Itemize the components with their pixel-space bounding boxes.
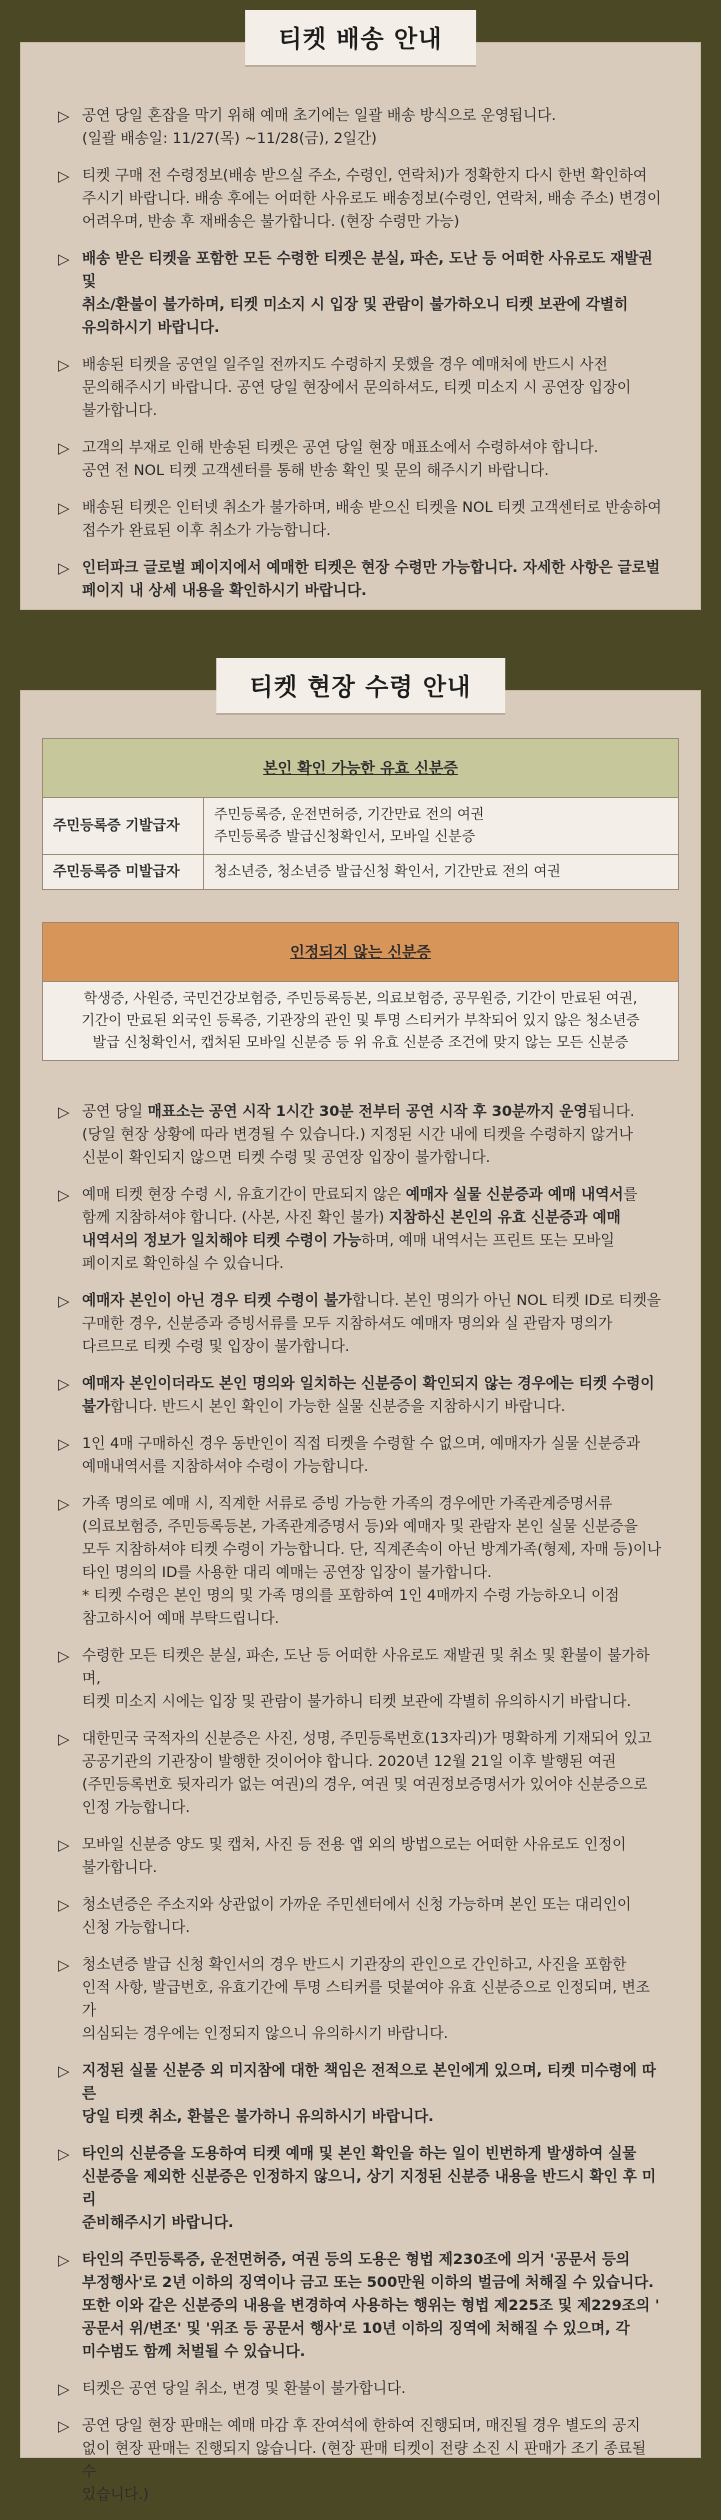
list-item: ▷ 고객의 부재로 인해 반송된 티켓은 공연 당일 현장 매표소에서 수령하셔야 합니다. 공연 전 NOL 티켓 고객센터를 통해 반송 확인 및 문의 해주시기 바랍니다.	[58, 439, 599, 479]
bullet-triangle-icon: ▷	[58, 1103, 70, 1121]
list-item: ▷ 공연 당일 혼잡을 막기 위해 예매 초기에는 일괄 배송 방식으로 운영됩니다. (일괄 배송일: 11/27(목) ~11/28(금), 2일간)	[58, 107, 556, 147]
bullet-triangle-icon: ▷	[58, 1836, 70, 1854]
list-item: ▷ 가족 명의로 예매 시, 직계한 서류로 증빙 가능한 가족의 경우에만 가족관계증명서류 (의료보험증, 주민등록등본, 가족관계증명서 등)와 예매자 및 관람자 본인 실물 신분증을 모두 지참하셔야 티켓 수령이 가능합니다. 단, 직계존속이 아닌 방계가족(형제, 자매 등)이나 타인 명의의 ID를 사용한 대리 예매는 공연장 입장이 불가합니다. * 티켓 수령은 본인 명의 및 가족 명의를 포함하여 1인 4매까지 수령 가능하오니 이점 참고하시어 예매 부탁드립니다.	[58, 1495, 662, 1627]
list-item: ▷ 지정된 실물 신분증 외 미지참에 대한 책임은 전적으로 본인에게 있으며, 티켓 미수령에 따른 당일 티켓 취소, 환불은 불가하니 유의하시기 바랍니다.	[58, 2062, 657, 2125]
onsite-title: 티켓 현장 수령 안내	[216, 658, 506, 713]
list-item: ▷ 공연 당일 현장 판매는 예매 마감 후 잔여석에 한하여 진행되며, 매진될 경우 별도의 공지 없이 현장 판매는 진행되지 않습니다. (현장 판매 티켓이 전량 소진 시 판매가 조기 종료될 수 있습니다.)	[58, 2417, 647, 2503]
bullet-triangle-icon: ▷	[58, 1647, 70, 1665]
delivery-bullets	[58, 104, 663, 616]
bullet-triangle-icon: ▷	[58, 1730, 70, 1748]
bullet-triangle-icon: ▷	[58, 559, 70, 577]
bullet-triangle-icon: ▷	[58, 2062, 70, 2080]
bullet-triangle-icon: ▷	[58, 1292, 70, 1310]
list-item: ▷ 티켓 구매 전 수령정보(배송 받으실 주소, 수령인, 연락처)가 정확한지 다시 한번 확인하여 주시기 바랍니다. 배송 후에는 어떠한 사유로도 배송정보(수령인, 연락처, 배송 주소) 변경이 어려우며, 반송 후 재배송은 불가합니다. (현장 수령만 가능)	[58, 167, 662, 230]
list-item: ▷ 예매 티켓 현장 수령 시, 유효기간이 만료되지 않은 예매자 실물 신분증과 예매 내역서를 함께 지참하셔야 합니다. (사본, 사진 확인 불가) 지참하신 본인의 유효 신분증과 예매 내역서의 정보가 일치해야 티켓 수령이 가능하며, 예매 내역서는 프린트 또는 모바일 페이지로 확인하실 수 있습니다.	[58, 1186, 638, 1272]
list-item: ▷ 공연 당일 매표소는 공연 시작 1시간 30분 전부터 공연 시작 후 30분까지 운영됩니다. (당일 현장 상황에 따라 변경될 수 있습니다.) 지정된 시간 내에 티켓을 수령하지 않거나 신분이 확인되지 않으면 티켓 수령 및 공연장 입장이 불가합니다.	[58, 1103, 635, 1166]
bullet-triangle-icon: ▷	[58, 1375, 70, 1393]
list-item: ▷ 예매자 본인이더라도 본인 명의와 일치하는 신분증이 확인되지 않는 경우에는 티켓 수령이 불가합니다. 반드시 본인 확인이 가능한 실물 신분증을 지참하시기 바랍니다.	[58, 1375, 655, 1415]
list-item: ▷ 수령한 모든 티켓은 분실, 파손, 도난 등 어떠한 사유로도 재발권 및 취소 및 환불이 불가하며, 티켓 미소지 시에는 입장 및 관람이 불가하니 티켓 보관에 각별히 유의하시기 바랍니다.	[58, 1647, 650, 1710]
delivery-panel	[20, 25, 701, 610]
list-item: ▷ 예매자 본인이 아닌 경우 티켓 수령이 불가합니다. 본인 명의가 아닌 NOL 티켓 ID로 티켓을 구매한 경우, 신분증과 증빙서류를 모두 지참하셔도 예매자 명의와 실 관람자 명의가 다르므로 티켓 수령 및 입장이 불가합니다.	[58, 1292, 661, 1355]
bullet-triangle-icon: ▷	[58, 107, 70, 125]
valid-id-header: 본인 확인 가능한 유효 신분증	[43, 739, 679, 798]
onsite-bullets	[58, 1100, 663, 2520]
bullet-triangle-icon: ▷	[58, 1186, 70, 1204]
bullet-triangle-icon: ▷	[58, 356, 70, 374]
bullet-triangle-icon: ▷	[58, 499, 70, 517]
table-row	[43, 855, 679, 890]
invalid-id-header: 인정되지 않는 신분증	[43, 923, 679, 982]
onsite-panel	[20, 673, 701, 2503]
row-label: 주민등록증 기발급자	[43, 798, 204, 855]
list-item: ▷ 대한민국 국적자의 신분증은 사진, 성명, 주민등록번호(13자리)가 명확하게 기재되어 있고 공공기관의 기관장이 발행한 것이어야 합니다. 2020년 12월 21일 이후 발행된 여권 (주민등록번호 뒷자리가 없는 여권)의 경우, 여권 및 여권정보증명서가 있어야 신분증으로 인정 가능합니다.	[58, 1730, 652, 1816]
list-item: ▷ 배송된 티켓을 공연일 일주일 전까지도 수령하지 못했을 경우 예매처에 반드시 사전 문의해주시기 바랍니다. 공연 당일 현장에서 문의하셔도, 티켓 미소지 시 공연장 입장이 불가합니다.	[58, 356, 632, 419]
bullet-triangle-icon: ▷	[58, 2251, 70, 2269]
bullet-triangle-icon: ▷	[58, 2417, 70, 2435]
list-item: ▷ 타인의 주민등록증, 운전면허증, 여권 등의 도용은 형법 제230조에 의거 '공문서 등의 부정행사'로 2년 이하의 징역이나 금고 또는 500만원 이하의 벌금에 처해질 수 있습니다. 또한 이와 같은 신분증의 내용을 변경하여 사용하는 행위는 형법 제225조 및 제229조의 ' 공문서 위/변조' 및 '위조 등 공문서 행사'로 10년 이하의 징역에 처해질 수 있으며, 각 미수범도 함께 처벌될 수 있습니다.	[58, 2251, 660, 2360]
bullet-triangle-icon: ▷	[58, 2380, 70, 2398]
list-item: ▷ 1인 4매 구매하신 경우 동반인이 직접 티켓을 수령할 수 없으며, 예매자가 실물 신분증과 예매내역서를 지참하셔야 수령이 가능합니다.	[58, 1435, 641, 1475]
bullet-triangle-icon: ▷	[58, 1435, 70, 1453]
bullet-triangle-icon: ▷	[58, 250, 70, 268]
row-value: 주민등록증, 운전면허증, 기간만료 전의 여권 주민등록증 발급신청확인서, 모바일 신분증	[204, 798, 679, 855]
bullet-triangle-icon: ▷	[58, 1495, 70, 1513]
list-item: ▷ 모바일 신분증 양도 및 캡처, 사진 등 전용 앱 외의 방법으로는 어떠한 사유로도 인정이 불가합니다.	[58, 1836, 627, 1876]
row-value: 청소년증, 청소년증 발급신청 확인서, 기간만료 전의 여권	[204, 855, 679, 890]
list-item: ▷ 티켓은 공연 당일 취소, 변경 및 환불이 불가합니다.	[58, 2377, 663, 2400]
bullet-triangle-icon: ▷	[58, 1956, 70, 1974]
list-item: ▷ 청소년증은 주소지와 상관없이 가까운 주민센터에서 신청 가능하며 본인 또는 대리인이 신청 가능합니다.	[58, 1896, 632, 1936]
list-item: ▷ 청소년증 발급 신청 확인서의 경우 반드시 기관장의 관인으로 간인하고, 사진을 포함한 인적 사항, 발급번호, 유효기간에 투명 스티커를 덧붙여야 유효 신분증으로 인정되며, 변조가 의심되는 경우에는 인정되지 않으니 유의하시기 바랍니다.	[58, 1956, 650, 2042]
valid-id-table	[42, 738, 679, 890]
row-label: 주민등록증 미발급자	[43, 855, 204, 890]
bullet-triangle-icon: ▷	[58, 2145, 70, 2163]
list-item: ▷ 배송된 티켓은 인터넷 취소가 불가하며, 배송 받으신 티켓을 NOL 티켓 고객센터로 반송하여 접수가 완료된 이후 취소가 가능합니다.	[58, 499, 662, 539]
list-item: ▷ 타인의 신분증을 도용하여 티켓 예매 및 본인 확인을 하는 일이 빈번하게 발생하여 실물 신분증을 제외한 신분증은 인정하지 않으니, 상기 지정된 신분증 내용을 반드시 확인 후 미리 준비해주시기 바랍니다.	[58, 2145, 657, 2231]
delivery-title: 티켓 배송 안내	[245, 10, 477, 65]
bullet-triangle-icon: ▷	[58, 167, 70, 185]
bullet-triangle-icon: ▷	[58, 439, 70, 457]
list-item: ▷ 배송 받은 티켓을 포함한 모든 수령한 티켓은 분실, 파손, 도난 등 어떠한 사유로도 재발권 및 취소/환불이 불가하며, 티켓 미소지 시 입장 및 관람이 불가하오니 티켓 보관에 각별히 유의하시기 바랍니다.	[58, 250, 653, 336]
invalid-id-table	[42, 922, 679, 1061]
table-row	[43, 982, 679, 1061]
table-row	[43, 798, 679, 855]
list-item: ▷ 인터파크 글로벌 페이지에서 예매한 티켓은 현장 수령만 가능합니다. 자세한 사항은 글로벌 페이지 내 상세 내용을 확인하시기 바랍니다.	[58, 559, 660, 599]
invalid-id-list: 학생증, 사원증, 국민건강보험증, 주민등록등본, 의료보험증, 공무원증, 기간이 만료된 여권, 기간이 만료된 외국인 등록증, 기관장의 관인 및 투명 스티커가 부착되어 있지 않은 청소년증 발급 신청확인서, 캡처된 모바일 신분증 등 위 유효 신분증 조건에 맞지 않는 모든 신분증	[43, 982, 679, 1061]
bullet-triangle-icon: ▷	[58, 1896, 70, 1914]
